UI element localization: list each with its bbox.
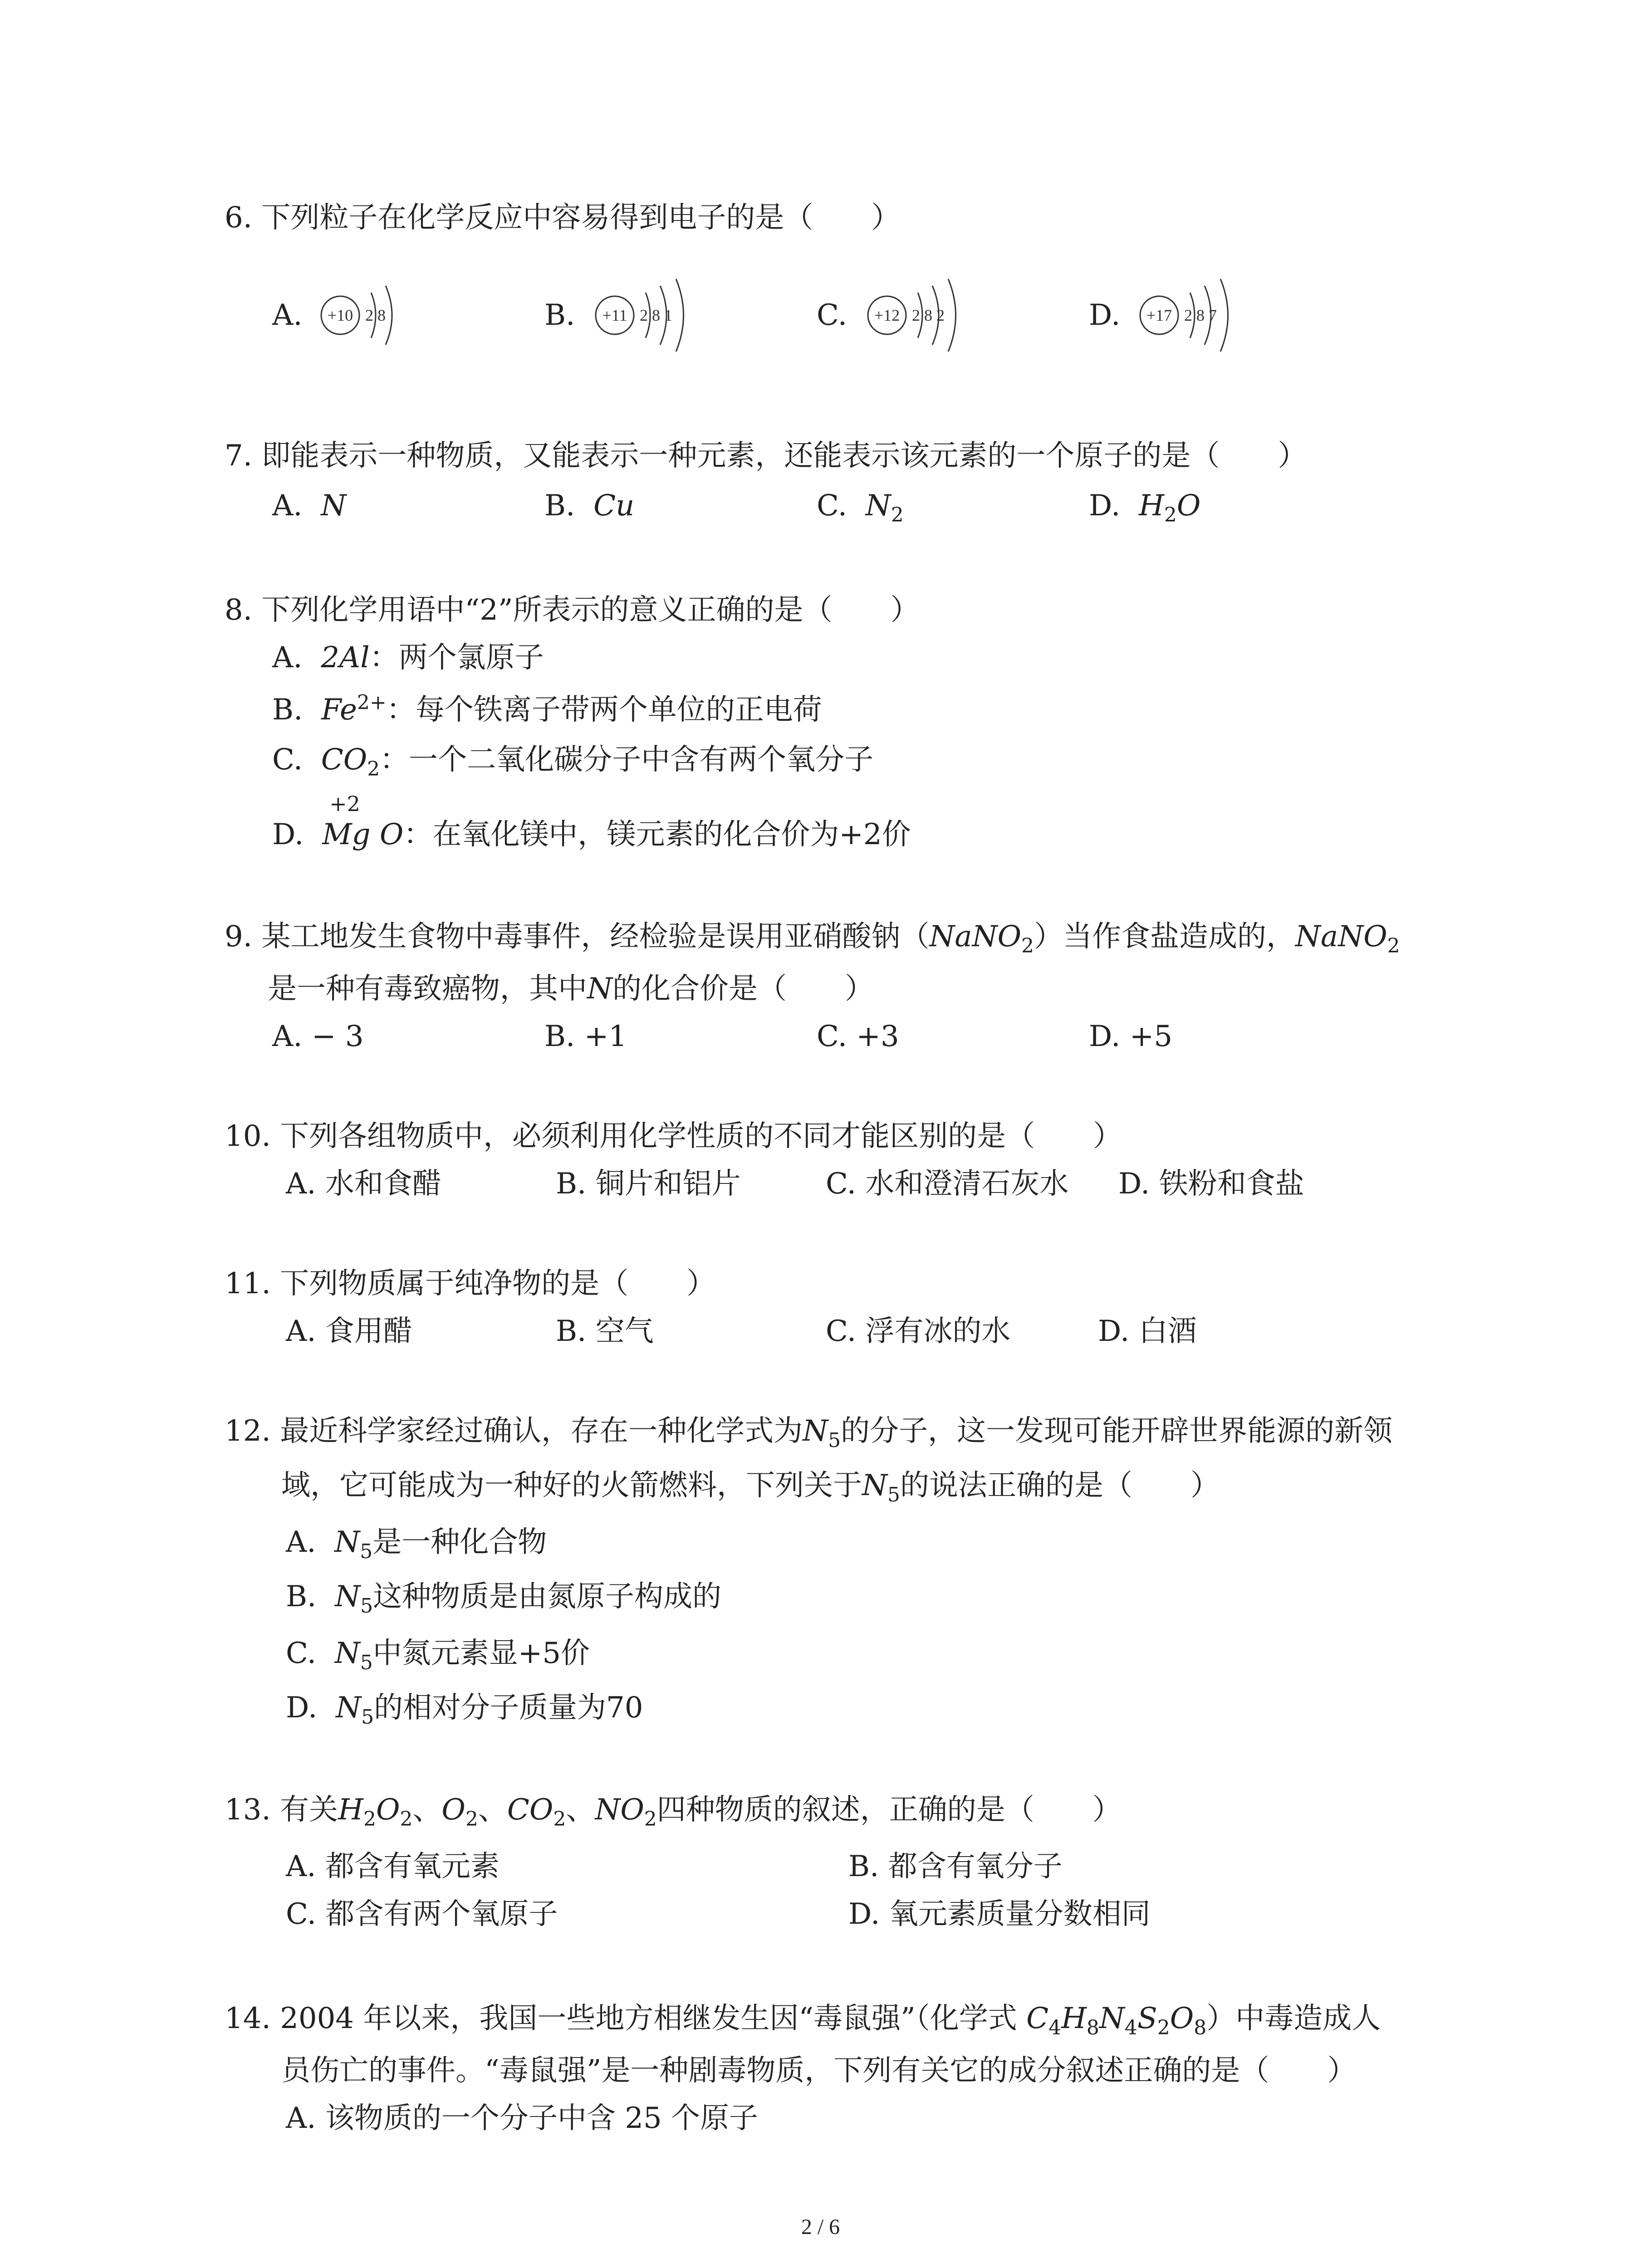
q6-option-a-atom-diagram — [318, 261, 436, 371]
question-12-stem-line2: 域，它可能成为一种好的火箭燃料，下列关于$N_5$的说法正确的是（ ） — [281, 1469, 1220, 1506]
q7-option-c: C. $N_2$ — [817, 489, 904, 527]
q6-c-nucleus: +12 — [874, 306, 900, 324]
question-14-stem-line2: 员伤亡的事件。“毒鼠强”是一种剧毒物质，下列有关它的成分叙述正确的是（ ） — [281, 2054, 1357, 2087]
q6-b-nucleus: +11 — [602, 306, 627, 324]
q10-option-d: D. 铁粉和食盐 — [1118, 1167, 1304, 1201]
question-11-stem: 11. 下列物质属于纯净物的是（ ） — [225, 1267, 716, 1300]
question-13-stem: 13. 有关$H_2O_2$、$O_2$、$CO_2$、$NO_2$四种物质的叙述，正确的是（ ） — [225, 1793, 1122, 1831]
q6-c-shells: 2 8 2 — [912, 306, 945, 324]
q6-option-d-atom-diagram — [1136, 261, 1264, 371]
q8-option-b: B. $Fe^{2+}$：每个铁离子带两个单位的正电荷 — [272, 691, 822, 727]
q14-option-a: A. 该物质的一个分子中含 25 个原子 — [286, 2102, 759, 2135]
question-8-stem: 8. 下列化学用语中“2”所表示的意义正确的是（ ） — [225, 593, 920, 627]
question-10-stem: 10. 下列各组物质中，必须利用化学性质的不同才能区别的是（ ） — [225, 1119, 1122, 1153]
q7-option-a: A. N — [272, 489, 347, 523]
q9-option-d: D. +5 — [1089, 1020, 1173, 1053]
q8-d-valence: +2 — [329, 792, 360, 816]
page-number: 2 / 6 — [801, 2215, 840, 2239]
q11-option-c: C. 浮有冰的水 — [826, 1315, 1011, 1348]
q12-option-c: C. $N_5$中氮元素显+5价 — [286, 1637, 590, 1674]
q6-d-shells: 2 8 7 — [1184, 306, 1217, 324]
q10-option-a: A. 水和食醋 — [286, 1167, 441, 1201]
question-14-stem-line1: 14. 2004 年以来，我国一些地方相继发生因“毒鼠强”（化学式 $C_4H_8N_4S_2O_8$）中毒造成人 — [225, 2002, 1381, 2039]
q6-option-b-label: B. — [544, 298, 575, 332]
question-9-stem-line1: 9. 某工地发生食物中毒事件，经检验是误用亚硝酸钠（NaNO$_2$）当作食盐造成的，NaNO$_2$ — [225, 920, 1400, 958]
q9-option-b: B. +1 — [544, 1020, 627, 1053]
q13-option-a: A. 都含有氧元素 — [286, 1850, 500, 1883]
q6-b-shells: 2 8 1 — [640, 306, 672, 324]
q7-option-d: D. $H_2O$ — [1089, 489, 1201, 527]
question-12-stem-line1: 12. 最近科学家经过确认，存在一种化学式为$N_5$的分子，这一发现可能开辟世界能源的新领 — [225, 1414, 1393, 1452]
q6-option-b-atom-diagram — [592, 261, 719, 371]
question-9-stem-line2: 是一种有毒致癌物，其中N的化合价是（ ） — [268, 972, 874, 1006]
q8-option-c: C. $CO_2$：一个二氧化碳分子中含有两个氧分子 — [272, 743, 874, 781]
q8-option-d: D. +2 Mg O：在氧化镁中，镁元素的化合价为+2价 — [272, 816, 911, 853]
q10-option-c: C. 水和澄清石灰水 — [826, 1167, 1069, 1201]
q13-option-c: C. 都含有两个氧原子 — [286, 1897, 558, 1931]
q11-option-a: A. 食用醋 — [286, 1315, 412, 1348]
q6-option-c-atom-diagram — [864, 261, 991, 371]
q8-option-a: A. 2Al：两个氯原子 — [272, 641, 544, 675]
question-6-stem: 6. 下列粒子在化学反应中容易得到电子的是（ ） — [225, 201, 901, 235]
q12-option-d: D. $N_5$的相对分子质量为70 — [286, 1691, 643, 1729]
q6-option-a-label: A. — [272, 298, 303, 332]
q12-option-a: A. $N_5$是一种化合物 — [286, 1525, 547, 1563]
q12-option-b: B. $N_5$这种物质是由氮原子构成的 — [286, 1580, 722, 1618]
q7-option-b: B. Cu — [544, 489, 635, 523]
q6-option-c-label: C. — [817, 298, 847, 332]
question-7-stem: 7. 即能表示一种物质，又能表示一种元素，还能表示该元素的一个原子的是（ ） — [225, 439, 1307, 473]
q11-option-b: B. 空气 — [556, 1315, 654, 1348]
q9-option-c: C. +3 — [817, 1020, 899, 1053]
q13-option-b: B. 都含有氧分子 — [848, 1850, 1063, 1883]
q6-a-shells: 2 8 — [365, 306, 386, 324]
q10-option-b: B. 铜片和铝片 — [556, 1167, 741, 1201]
q11-option-d: D. 白酒 — [1098, 1315, 1197, 1348]
q6-option-d-label: D. — [1089, 298, 1121, 332]
q13-option-d: D. 氧元素质量分数相同 — [848, 1897, 1151, 1931]
q9-option-a: A. − 3 — [272, 1020, 364, 1053]
q6-d-nucleus: +17 — [1146, 306, 1172, 324]
q6-a-nucleus: +10 — [327, 306, 353, 324]
